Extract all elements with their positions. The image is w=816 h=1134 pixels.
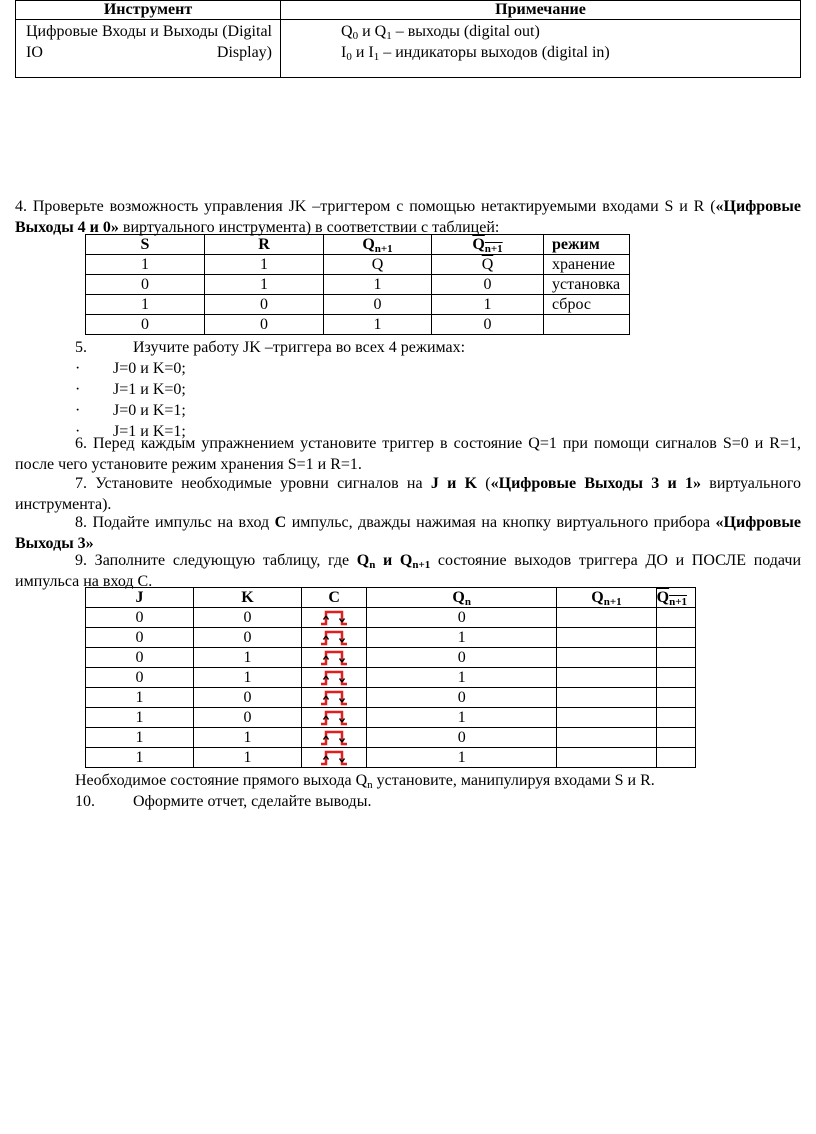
jk-cell: 0	[193, 708, 301, 728]
sr-cell	[544, 315, 630, 335]
list-item: J=0 и K=0;	[113, 360, 186, 377]
jk-cell	[656, 728, 695, 748]
jk-cell: 0	[193, 608, 301, 628]
sr-cell: 0	[86, 315, 205, 335]
jk-cell	[557, 688, 656, 708]
sr-cell: Q	[324, 255, 432, 275]
sr-cell: 0	[205, 315, 324, 335]
jk-cell: 1	[367, 748, 557, 768]
jk-table	[85, 587, 696, 768]
jk-cell: 1	[193, 648, 301, 668]
jk-cell	[656, 628, 695, 648]
clock-pulse-icon	[320, 709, 348, 727]
table-row	[86, 255, 630, 275]
jk-header-qn: $Q_n$	[367, 588, 557, 608]
paragraph-9: 9. Заполните следующую таблицу, где $Q_n$ и $Q_{n+1}$ состояние выходов триггера ДО и ПОСЛЕ подачи импульса на вход С.	[15, 552, 802, 590]
jk-cell: 0	[367, 608, 557, 628]
sr-cell: 0	[86, 275, 205, 295]
jk-cell-clock	[302, 648, 367, 668]
sr-cell: 1	[324, 315, 432, 335]
jk-cell: 0	[367, 728, 557, 748]
jk-cell	[557, 748, 656, 768]
tools-header-instrument: Инструмент	[16, 1, 281, 20]
table-row	[86, 628, 696, 648]
jk-cell: 1	[86, 748, 194, 768]
sr-table	[85, 234, 630, 335]
sr-cell: 0	[205, 295, 324, 315]
sr-header-s: S	[86, 235, 205, 255]
sr-cell: сброс	[544, 295, 630, 315]
clock-pulse-icon	[320, 729, 348, 747]
tool-note	[281, 20, 800, 63]
table-row	[86, 648, 696, 668]
jk-cell-clock	[302, 608, 367, 628]
jk-cell: 1	[86, 728, 194, 748]
table-row	[86, 748, 696, 768]
sr-cell: 1	[432, 295, 544, 315]
jk-cell	[656, 748, 695, 768]
jk-cell: 0	[193, 628, 301, 648]
note-after-table: Необходимое состояние прямого выхода $Q_n$ установите, манипулируя входами S и R.	[75, 772, 655, 791]
tools-cell-tool	[16, 20, 281, 78]
table-row	[86, 688, 696, 708]
jk-cell	[656, 668, 695, 688]
paragraph-10-text: Оформите отчет, сделайте выводы.	[133, 793, 372, 810]
clock-pulse-icon	[320, 689, 348, 707]
jk-cell: 0	[367, 648, 557, 668]
tools-cell-note	[281, 20, 801, 78]
table-row	[86, 708, 696, 728]
clock-pulse-icon	[320, 669, 348, 687]
jk-cell	[656, 608, 695, 628]
table-row	[86, 275, 630, 295]
clock-pulse-icon	[320, 749, 348, 767]
jk-cell: 0	[367, 688, 557, 708]
jk-cell: 1	[367, 668, 557, 688]
jk-cell: 0	[86, 628, 194, 648]
jk-cell-clock	[302, 708, 367, 728]
sr-cell: 0	[432, 275, 544, 295]
jk-cell	[557, 628, 656, 648]
jk-cell-clock	[302, 628, 367, 648]
clock-pulse-icon	[320, 609, 348, 627]
note-line-2: $I_0$ и $I_1$ – индикаторы выходов (digital in)	[341, 44, 610, 63]
paragraph-7: 7. Установите необходимые уровни сигналов на J и K («Цифровые Выходы 3 и 1» виртуального инструмента).	[15, 475, 802, 513]
sr-cell: 1	[205, 275, 324, 295]
sr-cell: установка	[544, 275, 630, 295]
jk-header-qn1: $Q_{n+1}$	[557, 588, 656, 608]
sr-header-mode: режим	[544, 235, 630, 255]
clock-pulse-icon	[320, 629, 348, 647]
jk-cell: 0	[86, 668, 194, 688]
note-line-1: $Q_0$ и $Q_1$ – выходы (digital out)	[341, 23, 540, 42]
list-item: J=1 и K=0;	[113, 381, 186, 398]
bullet-marker: ·	[75, 360, 81, 377]
sr-cell: 1	[86, 295, 205, 315]
jk-cell	[557, 708, 656, 728]
jk-cell-clock	[302, 688, 367, 708]
paragraph-5-text: Изучите работу JK –триггера во всех 4 режимах:	[133, 339, 466, 356]
table-row	[86, 608, 696, 628]
sr-cell: 1	[324, 275, 432, 295]
paragraph-6: 6. Перед каждым упражнением установите триггер в состояние Q=1 при помощи сигналов S=0 и R=1, после чего установите режим хранения S=1 и R=1.	[15, 435, 801, 473]
sr-cell: хранение	[544, 255, 630, 275]
sr-cell: 0	[432, 315, 544, 335]
jk-cell-clock	[302, 728, 367, 748]
sr-header-qn1-inv: $\overline{Q}_{n+1}$	[432, 235, 544, 255]
table-row	[86, 668, 696, 688]
jk-cell: 1	[193, 748, 301, 768]
jk-cell: 0	[86, 648, 194, 668]
jk-cell: 1	[193, 728, 301, 748]
sr-cell: 1	[86, 255, 205, 275]
bullet-marker: ·	[75, 423, 81, 440]
list-item: J=1 и K=1;	[113, 423, 186, 440]
jk-header-j: J	[86, 588, 194, 608]
sr-header-qn1: $Q_{n+1}$	[324, 235, 432, 255]
sr-cell: $\overline{Q}$	[432, 255, 544, 275]
paragraph-8: 8. Подайте импульс на вход С импульс, дважды нажимая на кнопку виртуального прибора «Цифровые Выходы 3»	[15, 514, 802, 552]
bullet-marker: ·	[75, 402, 81, 419]
jk-cell: 0	[193, 688, 301, 708]
jk-cell: 1	[367, 628, 557, 648]
jk-header-c: C	[302, 588, 367, 608]
table-row	[86, 315, 630, 335]
tools-table	[15, 0, 801, 78]
bullet-marker: ·	[75, 381, 81, 398]
sr-cell: 0	[324, 295, 432, 315]
jk-header-k: K	[193, 588, 301, 608]
jk-cell: 1	[367, 708, 557, 728]
table-row	[86, 728, 696, 748]
jk-cell: 0	[86, 608, 194, 628]
table-row	[86, 295, 630, 315]
paragraph-10-number: 10.	[75, 793, 95, 810]
jk-cell-clock	[302, 668, 367, 688]
jk-header-qn1-inv: $\overline{Q}_{n+1}$	[656, 588, 695, 608]
paragraph-5-number: 5.	[75, 339, 87, 356]
tool-name: Цифровые Входы и Выходы (Digital IO Display)	[26, 23, 272, 61]
jk-cell	[557, 668, 656, 688]
jk-cell: 1	[86, 708, 194, 728]
jk-cell	[557, 608, 656, 628]
jk-cell: 1	[86, 688, 194, 708]
jk-cell	[557, 728, 656, 748]
jk-cell	[557, 648, 656, 668]
jk-cell	[656, 688, 695, 708]
jk-cell	[656, 708, 695, 728]
paragraph-4: 4. Проверьте возможность управления JK –тригтером с помощью нетактируемыми входами S и R («Цифровые Выходы 4 и 0» виртуального инструмента) в соответствии с таблицей:	[15, 198, 801, 236]
clock-pulse-icon	[320, 649, 348, 667]
list-item: J=0 и K=1;	[113, 402, 186, 419]
tools-header-note: Примечание	[281, 1, 801, 20]
sr-header-r: R	[205, 235, 324, 255]
jk-cell: 1	[193, 668, 301, 688]
jk-cell-clock	[302, 748, 367, 768]
jk-cell	[656, 648, 695, 668]
sr-cell: 1	[205, 255, 324, 275]
